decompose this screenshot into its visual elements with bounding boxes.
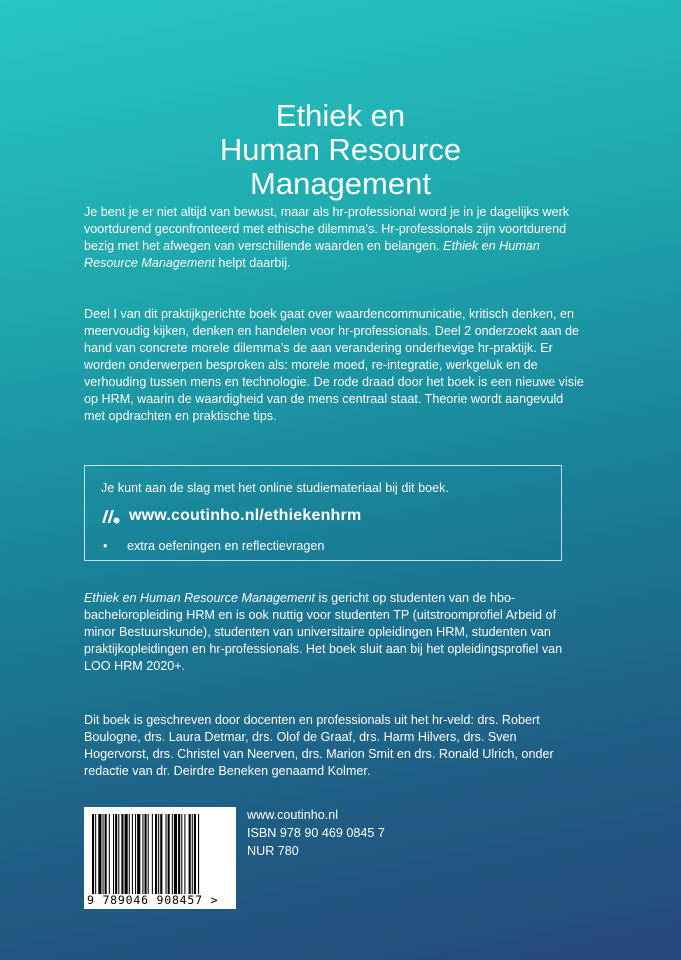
- title-line-1: Ethiek en: [275, 97, 406, 133]
- title-line-2: Human Resource: [219, 131, 462, 167]
- book-title: [0, 99, 681, 201]
- isbn-number: ISBN 978 90 469 0845 7: [247, 826, 385, 840]
- online-material-bullet: [103, 539, 324, 553]
- intro-book-title: Ethiek en Human Resource Management: [84, 239, 540, 270]
- intro-text: Je bent je er niet altijd van bewust, maar als hr-professional word je in je dagelijks werk voortdurend geconfronteerd met ethische dilemma’s. Hr-professionals zijn voortdurend bezig met het afwegen van verschillende waarden en belangen.: [84, 205, 570, 253]
- audience-book-title: Ethiek en Human Resource Management: [84, 591, 316, 605]
- publisher-website[interactable]: www.coutinho.nl: [247, 808, 339, 822]
- nur-code: NUR 780: [247, 844, 299, 858]
- barcode-bars: [90, 814, 230, 894]
- title-line-3: Management: [250, 165, 431, 201]
- coutinho-logo-icon: [101, 508, 121, 525]
- online-material-intro: Je kunt aan de slag met het online studiemateriaal bij dit boek.: [101, 481, 449, 495]
- bullet-text: extra oefeningen en reflectievragen: [127, 539, 325, 553]
- intro-paragraph: [84, 204, 584, 272]
- online-material-box: [84, 465, 562, 561]
- audience-text: is gericht op studenten van de hbo-bacheloropleiding HRM en is ook nuttig voor studenten TP (uitstroomprofiel Arbeid of minor Bestuurskunde), studenten van universitaire opleidingen HRM, studenten van praktijkopleidingen en hr-professionals. Het boek sluit aan bij het opleidingsprofiel van LOO HRM 2020+.: [84, 591, 563, 673]
- isbn-barcode: [84, 807, 236, 909]
- publication-info: [247, 806, 385, 860]
- audience-paragraph: [84, 590, 584, 675]
- bullet-dot-icon: •: [103, 539, 108, 553]
- barcode-digits: 9 789046 908457 >: [87, 893, 219, 907]
- content-paragraph: Deel I van dit praktijkgerichte boek gaat over waardencommunicatie, kritisch denken, en meervoudig kijken, denken en handelen voor hr-professionals. Deel 2 onderzoekt aan de hand van concrete morele dilemma’s de aan verandering onderhevige hr-praktijk. Er worden onderwerpen besproken als: morele moed, re-integratie, werkgeluk en de verhouding tussen mens en technologie. De rode draad door het boek is een nieuwe visie op HRM, waarin de waardigheid van de mens centraal staat. Theorie wordt aangevuld met opdrachten en praktische tips.: [84, 307, 584, 423]
- intro-tail: helpt daarbij.: [214, 256, 291, 270]
- online-material-url-row[interactable]: [101, 507, 361, 525]
- online-material-link[interactable]: www.coutinho.nl/ethiekenhrm: [129, 507, 362, 524]
- authors-paragraph: Dit boek is geschreven door docenten en professionals uit het hr-veld: drs. Robert Boulogne, drs. Laura Detmar, drs. Olof de Graaf, drs. Harm Hilvers, drs. Sven Hogervorst, drs. Christel van Neerven, drs. Marion Smit en drs. Ronald Ulrich, onder redactie van dr. Deirdre Beneken genaamd Kolmer.: [84, 713, 554, 778]
